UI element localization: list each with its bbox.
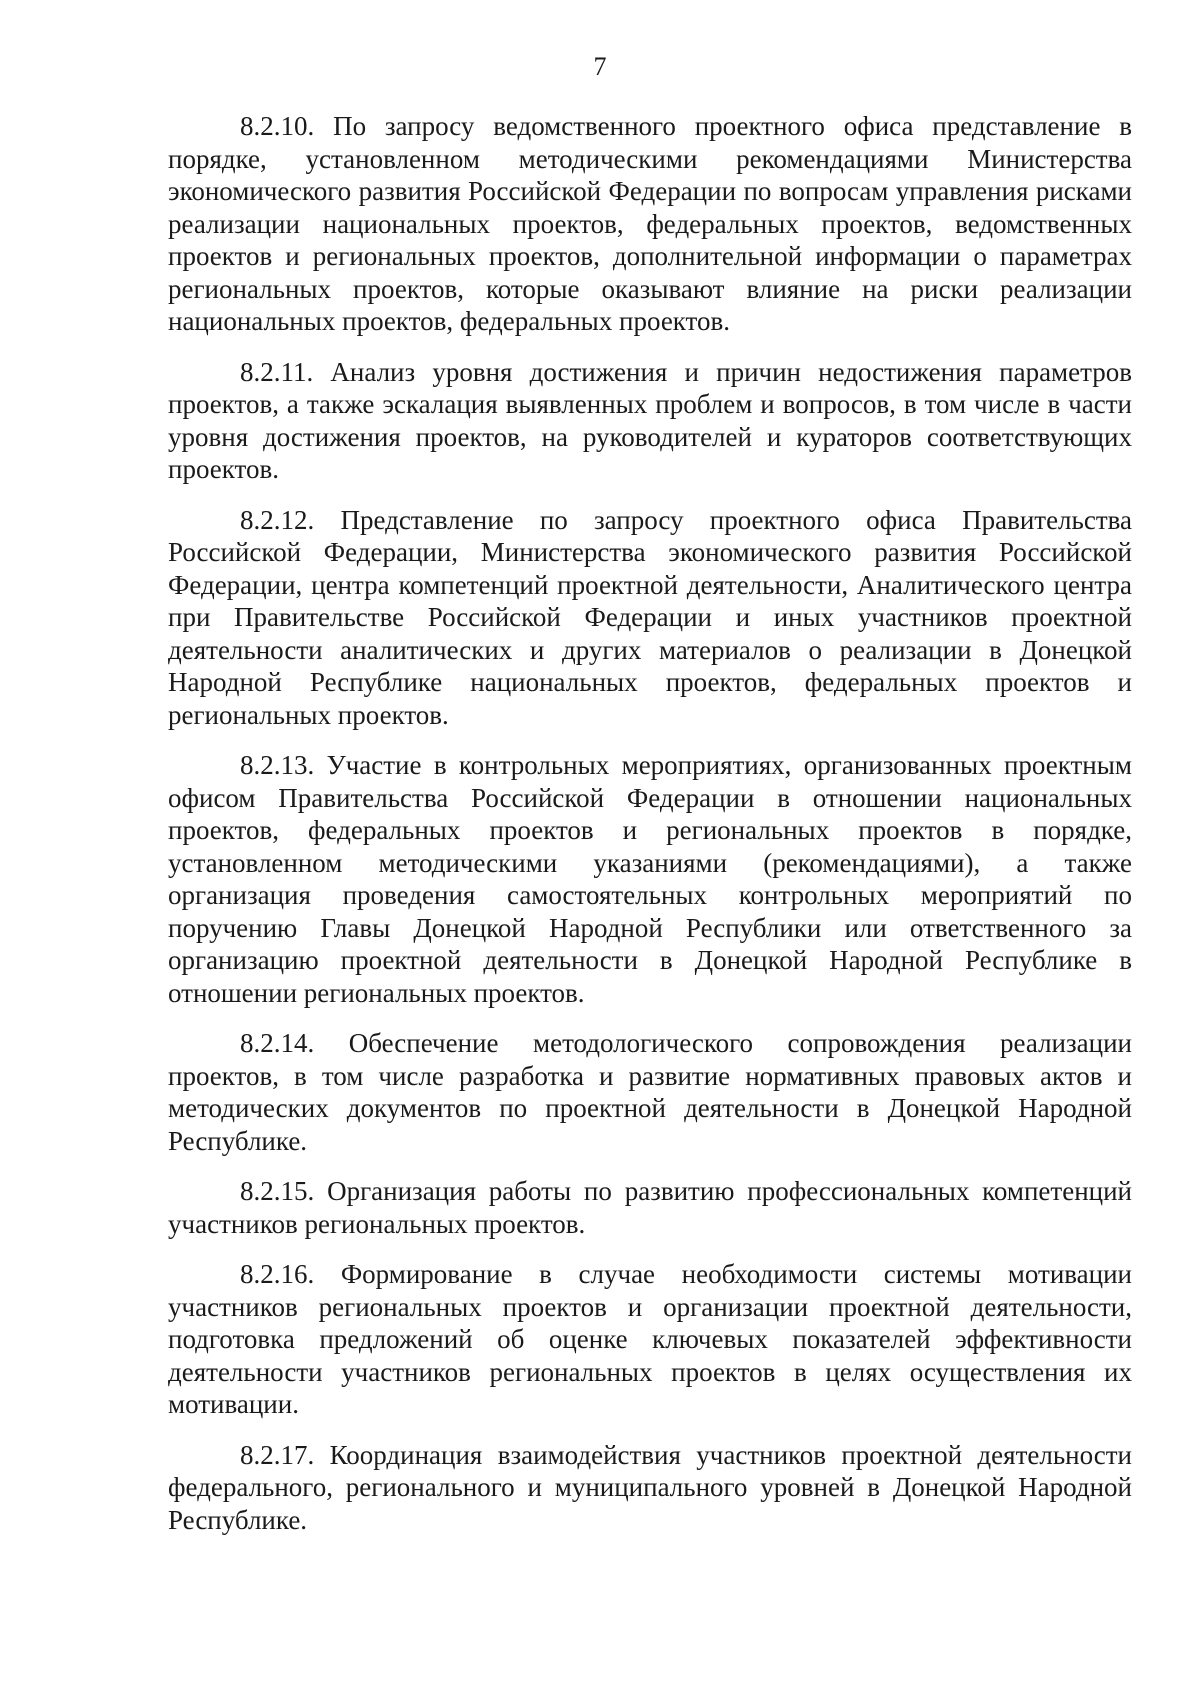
paragraph-8-2-11: 8.2.11. Анализ уровня достижения и причин недостижения параметров проектов, а также эскалация выявленных проблем и вопросов, в том числе в части уровня достижения проектов, на руководителей и кураторов соответствующих проектов. xyxy=(168,356,1132,484)
paragraph-8-2-17: 8.2.17. Координация взаимодействия участников проектной деятельности федерального, регионального и муниципального уровней в Донецкой Народной Республике. xyxy=(168,1439,1132,1535)
page-number: 7 xyxy=(593,52,607,81)
paragraph-8-2-15: 8.2.15. Организация работы по развитию профессиональных компетенций участников региональных проектов. xyxy=(168,1176,1132,1239)
document-body xyxy=(168,110,1132,1554)
paragraph-8-2-13: 8.2.13. Участие в контрольных мероприятиях, организованных проектным офисом Правительства Российской Федерации в отношении национальных проектов, федеральных проектов и региональных проектов в порядке, установленном методическими указаниями (рекомендациями), а также организация проведения самостоятельных контрольных мероприятий по поручению Главы Донецкой Народной Республики или ответственного за организацию проектной деятельности в Донецкой Народной Республике в отношении региональных проектов. xyxy=(168,750,1132,1008)
paragraph-8-2-16: 8.2.16. Формирование в случае необходимости системы мотивации участников региональных проектов и организации проектной деятельности, подготовка предложений об оценке ключевых показателей эффективности деятельности участников региональных проектов в целях осуществления их мотивации. xyxy=(168,1259,1132,1419)
paragraph-8-2-10: 8.2.10. По запросу ведомственного проектного офиса представление в порядке, установленном методическими рекомендациями Министерства экономического развития Российской Федерации по вопросам управления рисками реализации национальных проектов, федеральных проектов, ведомственных проектов и региональных проектов, дополнительной информации о параметрах региональных проектов, которые оказывают влияние на риски реализации национальных проектов, федеральных проектов. xyxy=(168,111,1132,336)
paragraph-8-2-12: 8.2.12. Представление по запросу проектного офиса Правительства Российской Федерации, Министерства экономического развития Российской Федерации, центра компетенций проектной деятельности, Аналитического центра при Правительстве Российской Федерации и иных участников проектной деятельности аналитических и других материалов о реализации в Донецкой Народной Республике национальных проектов, федеральных проектов и региональных проектов. xyxy=(168,504,1132,730)
paragraph-8-2-14: 8.2.14. Обеспечение методологического сопровождения реализации проектов, в том числе разработка и развитие нормативных правовых актов и методических документов по проектной деятельности в Донецкой Народной Республике. xyxy=(168,1028,1132,1156)
